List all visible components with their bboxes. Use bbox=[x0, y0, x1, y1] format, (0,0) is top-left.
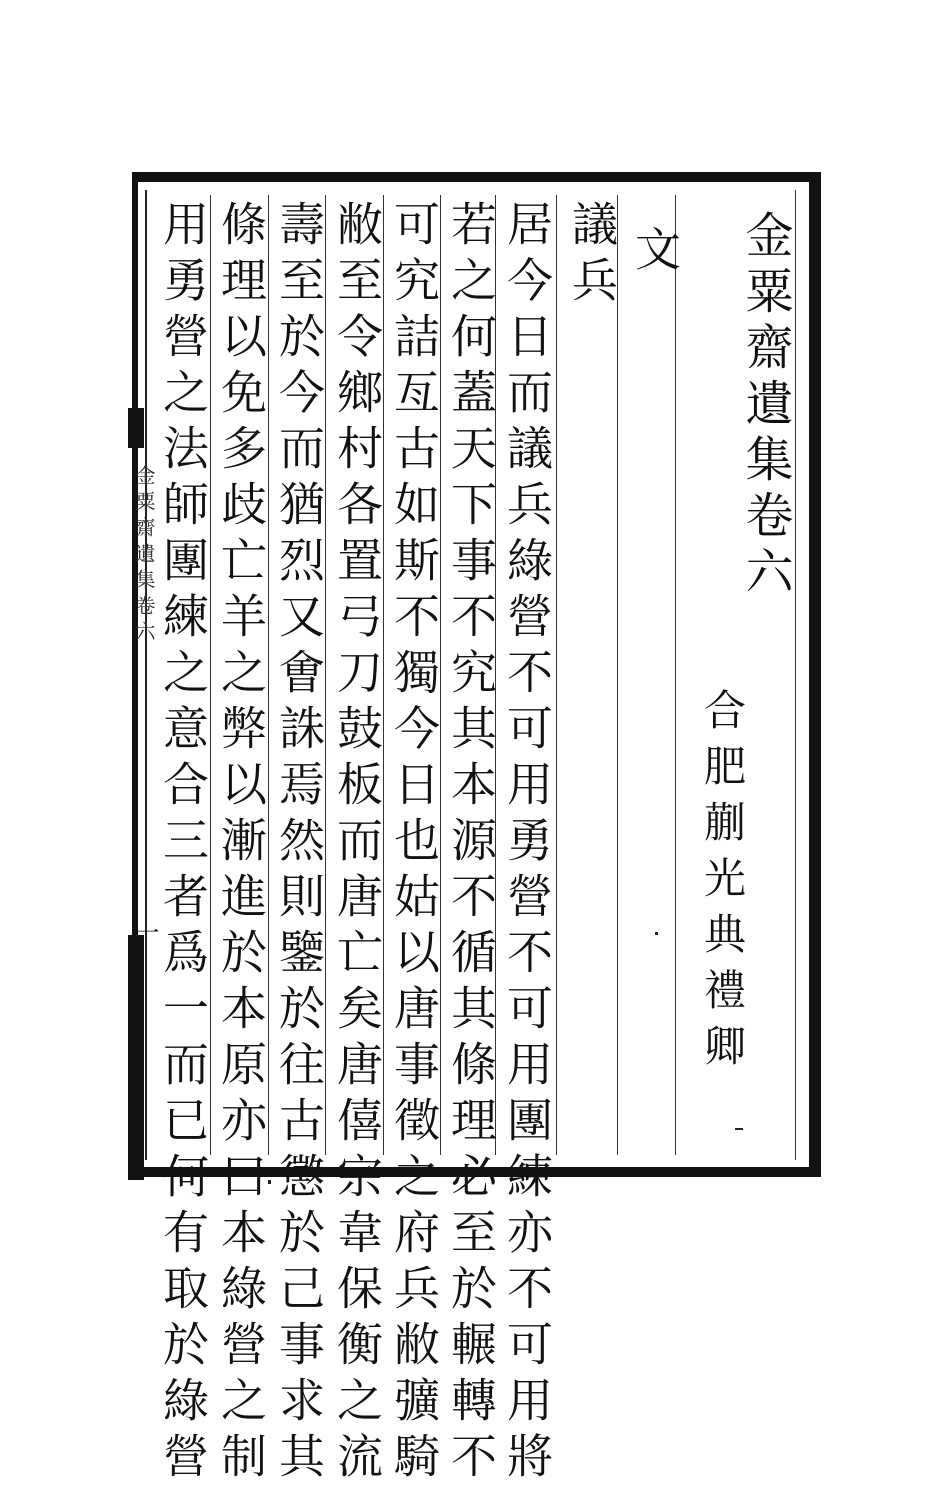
section-label: 文 bbox=[628, 225, 682, 281]
ink-speck bbox=[655, 932, 658, 935]
book-title: 金粟齋遺集卷六 bbox=[737, 210, 793, 602]
text-column-5: 壽至於今而猶烈又㑹誅焉然則鑒於往古懲於己事求其 bbox=[272, 200, 326, 1488]
column-rule bbox=[617, 195, 618, 1155]
column-rule bbox=[210, 195, 211, 1155]
text-column-3: 可究詰亙古如斯不獨今日也姑以唐事徵之府兵敝彍騎 bbox=[387, 200, 441, 1488]
fold-band-top bbox=[128, 408, 144, 448]
fold-band-bottom bbox=[128, 935, 144, 1180]
text-column-1: 居今日而議兵綠營不可用勇營不可用團練亦不可用將 bbox=[500, 200, 554, 1488]
column-rule bbox=[268, 195, 269, 1155]
text-column-2: 若之何蓋天下事不究其本源不循其條理必至於輾轉不 bbox=[444, 200, 498, 1488]
column-rule bbox=[675, 195, 676, 1155]
text-column-6: 條理以免多歧亡羊之弊以漸進於本原亦曰本綠營之制 bbox=[214, 200, 268, 1488]
text-column-7: 用勇營之法師團練之意合三者爲一而已何有取於綠營 bbox=[156, 200, 210, 1488]
text-column-4: 敝至令鄉村各置弓刀鼓板而唐亡矣唐僖宗韋保衡之流 bbox=[330, 200, 384, 1488]
folio-number: 一 bbox=[131, 920, 159, 944]
column-rule bbox=[795, 190, 796, 1160]
ink-speck bbox=[735, 1128, 743, 1130]
author-line: 合肥蒯光典禮卿 bbox=[698, 688, 747, 1080]
ink-speck bbox=[268, 1180, 271, 1184]
fold-line bbox=[145, 190, 147, 1160]
spine-text: 金粟齋遺集卷六 bbox=[132, 465, 156, 647]
column-rule bbox=[556, 195, 557, 1155]
essay-heading: 議兵 bbox=[565, 200, 619, 312]
